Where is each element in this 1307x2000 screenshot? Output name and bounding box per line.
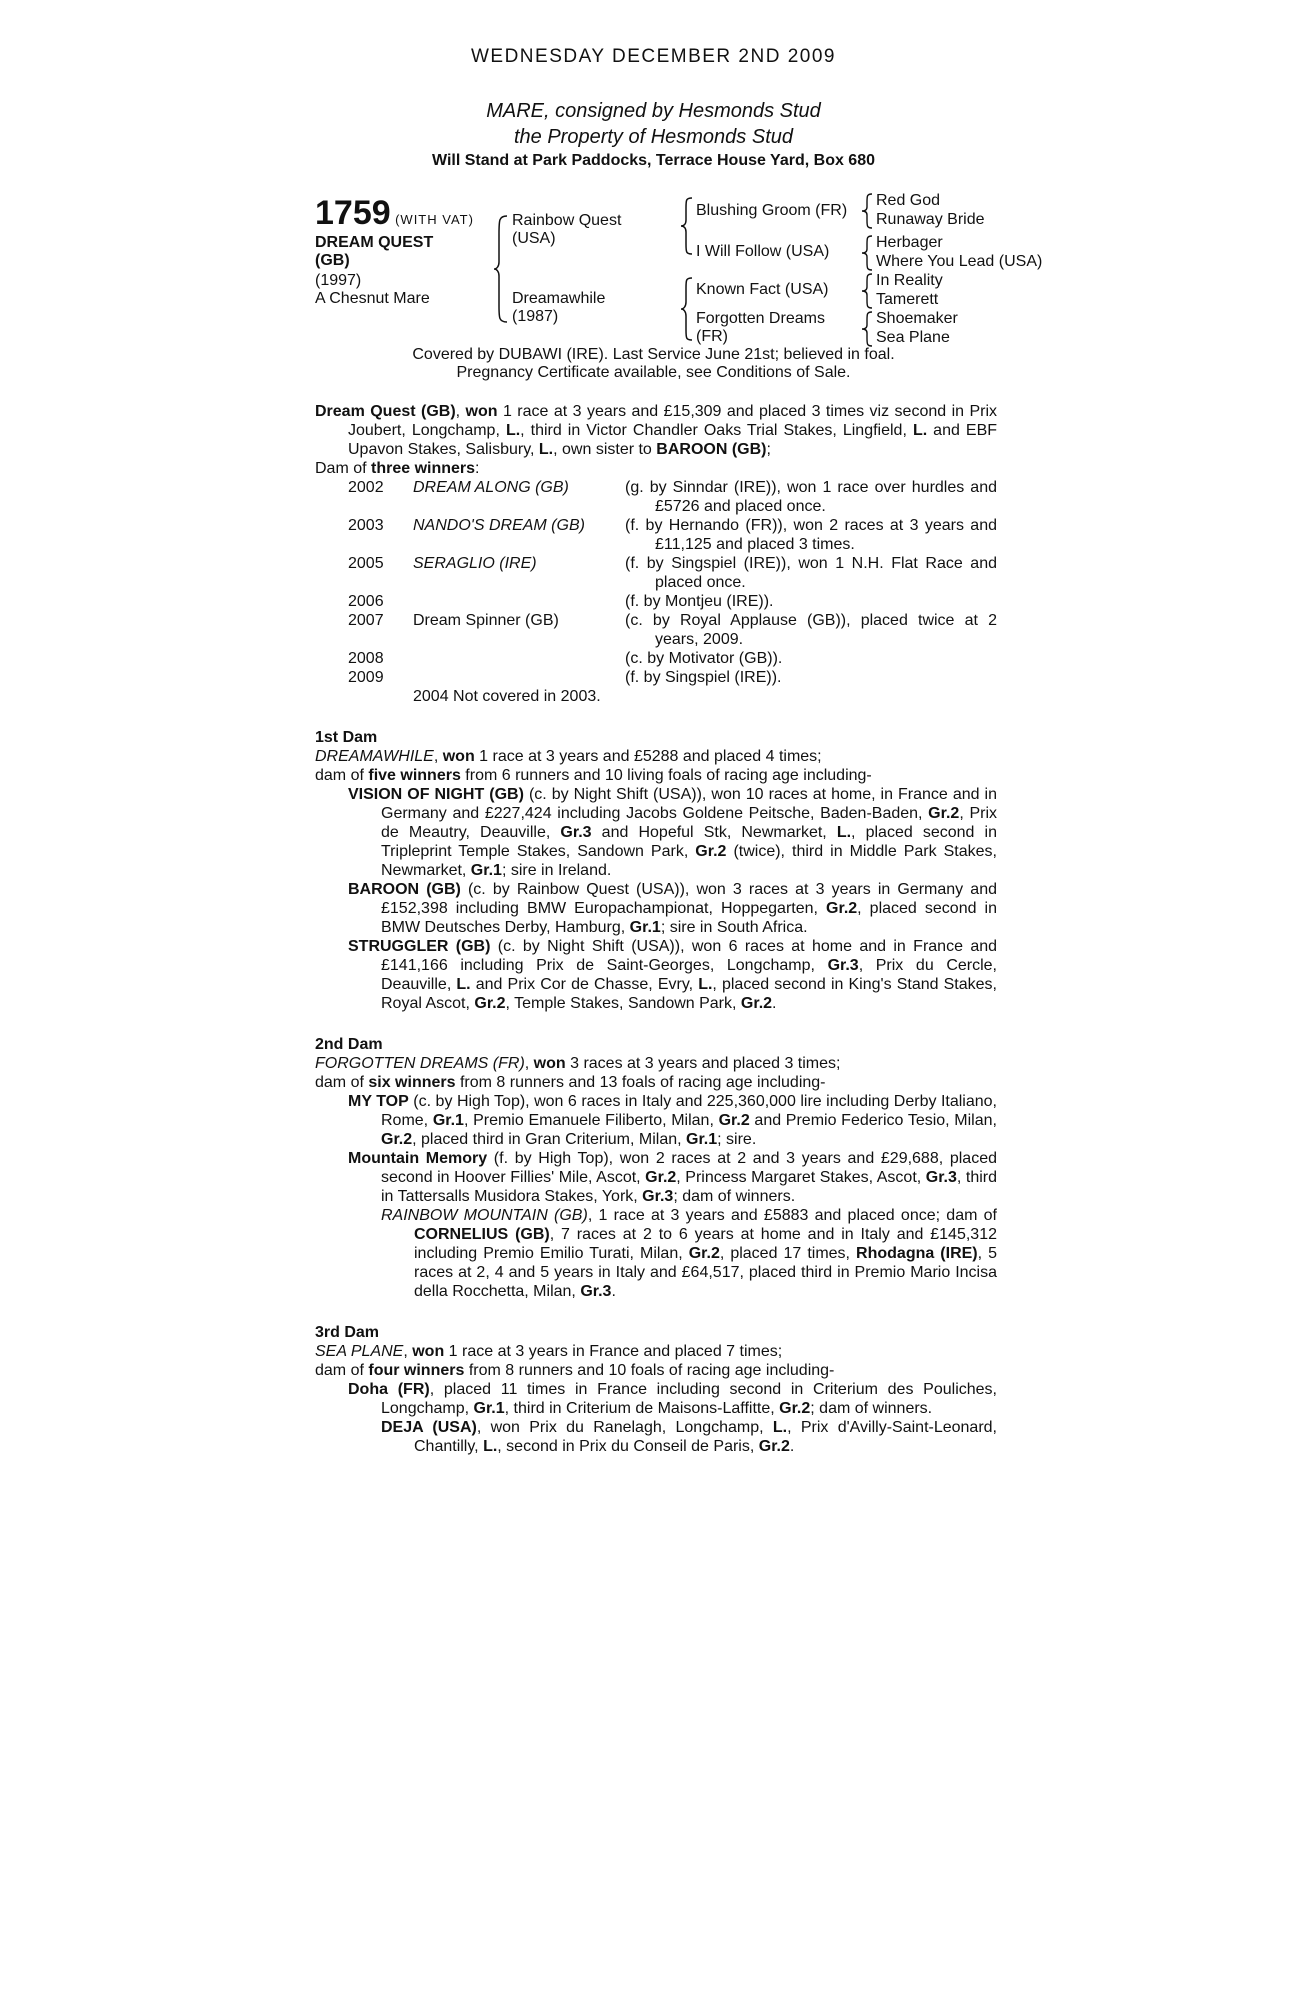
dam-dam-country: (FR) bbox=[696, 328, 728, 345]
pedigree-brace-main bbox=[493, 214, 511, 324]
grade-mark: Gr.3 bbox=[827, 957, 859, 974]
produce-name: NANDO'S DREAM (GB) bbox=[413, 517, 585, 534]
dam2-progeny-1 bbox=[315, 1092, 997, 1149]
progeny-text: ; sire in Ireland. bbox=[501, 862, 612, 879]
progeny-text: , 1 race at 3 years and £5883 and placed once; dam of bbox=[587, 1207, 997, 1224]
produce-row bbox=[348, 611, 997, 649]
dam-sire: Known Fact (USA) bbox=[696, 281, 829, 298]
progeny-text: , placed 17 times, bbox=[719, 1245, 857, 1262]
progeny-name: BAROON (GB) bbox=[348, 881, 461, 898]
dam-of-label: dam of bbox=[315, 1362, 369, 1379]
property-line: the Property of Hesmonds Stud bbox=[513, 126, 794, 148]
progeny-text: . bbox=[611, 1283, 616, 1300]
grade-mark: Gr.2 bbox=[928, 805, 960, 822]
dam3-progeny-1 bbox=[315, 1380, 997, 1418]
produce-year: 2002 bbox=[348, 479, 384, 496]
listed-mark: L. bbox=[538, 441, 554, 458]
produce-desc: (f. by Hernando (FR)), won 2 races at 3 years and £11,125 and placed 3 times. bbox=[625, 517, 997, 553]
progeny-name: STRUGGLER (GB) bbox=[348, 938, 491, 955]
ss-dam: Runaway Bride bbox=[876, 211, 985, 228]
progeny-text: , Prix d'Avilly-Saint-Leonard, Chantilly, bbox=[414, 1419, 998, 1455]
progeny-name: Rhodagna (IRE) bbox=[856, 1245, 978, 1262]
progeny-name: CORNELIUS (GB) bbox=[414, 1226, 550, 1243]
progeny-text: (c. by Night Shift (USA)), won 10 races at home, in France and in Germany and £227,424 including Jacobs Goldene Peitsche, Baden-Baden, bbox=[381, 786, 998, 822]
progeny-name: RAINBOW MOUNTAIN (GB) bbox=[381, 1207, 588, 1224]
grade-mark: Gr.1 bbox=[432, 1112, 464, 1129]
grade-mark: Gr.2 bbox=[688, 1245, 720, 1262]
brace-ss bbox=[860, 192, 874, 230]
grade-mark: Gr.3 bbox=[580, 1283, 612, 1300]
progeny-text: (f. by High Top), won 2 races at 2 and 3 years and £29,688, placed second in Hoover Fillies' Mile, Ascot, bbox=[381, 1150, 997, 1186]
sire-name: Rainbow Quest bbox=[512, 212, 622, 229]
progeny-name: Doha (FR) bbox=[348, 1381, 430, 1398]
listed-mark: L. bbox=[912, 422, 928, 439]
won-label: won bbox=[412, 1343, 445, 1360]
dam1-progeny-2 bbox=[315, 880, 997, 937]
produce-year: 2003 bbox=[348, 517, 384, 534]
pedigree-brace-dam bbox=[680, 276, 694, 342]
produce-year: 2006 bbox=[348, 593, 384, 610]
winner-count: four winners bbox=[368, 1362, 465, 1379]
dam3-heading: 3rd Dam bbox=[315, 1324, 380, 1341]
grade-mark: Gr.2 bbox=[758, 1438, 790, 1455]
dam1-progeny-1 bbox=[315, 785, 997, 880]
dam-of-line bbox=[315, 459, 997, 478]
dd-dam: Sea Plane bbox=[876, 329, 950, 346]
progeny-text: , 7 races at 2 to 6 years at home and in Italy and £145,312 including Premio Emilio Turati, Milan, bbox=[414, 1226, 997, 1262]
grade-mark: Gr.3 bbox=[642, 1188, 674, 1205]
produce-row bbox=[348, 554, 997, 592]
ds-dam: Tamerett bbox=[876, 291, 939, 308]
progeny-text: , second in Prix du Conseil de Paris, bbox=[497, 1438, 759, 1455]
dam-name: Dreamawhile bbox=[512, 290, 606, 307]
progeny-text: and Hopeful Stk, Newmarket, bbox=[591, 824, 837, 841]
catalogue-body bbox=[315, 402, 997, 1456]
lot-description: A Chesnut Mare bbox=[315, 290, 430, 307]
grade-mark: Gr.2 bbox=[740, 995, 773, 1012]
dam-of-label: dam of bbox=[315, 1074, 369, 1091]
progeny-text: , placed 11 times in France including second in Criterium des Pouliches, Longchamp, bbox=[381, 1381, 997, 1417]
dam2-text: 3 races at 3 years and placed 3 times; bbox=[565, 1055, 841, 1072]
produce-desc: (f. by Montjeu (IRE)). bbox=[625, 593, 774, 610]
grade-mark: Gr.1 bbox=[470, 862, 502, 879]
produce-row bbox=[348, 668, 997, 687]
grade-mark: Gr.2 bbox=[718, 1112, 750, 1129]
dd-sire: Shoemaker bbox=[876, 310, 958, 327]
listed-mark: L. bbox=[505, 422, 521, 439]
progeny-name: DEJA (USA) bbox=[381, 1419, 477, 1436]
grade-mark: Gr.2 bbox=[779, 1400, 811, 1417]
progeny-text: (twice), third in Middle Park Stakes, Newmarket, bbox=[381, 843, 997, 879]
covered-line: Covered by DUBAWI (IRE). Last Service June 21st; believed in foal. bbox=[412, 346, 895, 363]
intro-text: and EBF Upavon Stakes, Salisbury, bbox=[348, 422, 998, 458]
dam2-progeny-2 bbox=[315, 1149, 997, 1206]
won-label: won bbox=[465, 403, 498, 420]
sire-country: (USA) bbox=[512, 230, 556, 247]
progeny-name: MY TOP bbox=[348, 1093, 409, 1110]
progeny-text: and Prix Cor de Chasse, Evry, bbox=[470, 976, 699, 993]
winner-count: six winners bbox=[368, 1074, 456, 1091]
listed-mark: L. bbox=[698, 976, 713, 993]
ss-sire: Red God bbox=[876, 192, 941, 209]
not-covered-note: 2004 Not covered in 2003. bbox=[413, 688, 601, 705]
produce-name: Dream Spinner (GB) bbox=[413, 612, 559, 629]
progeny-text: ; dam of winners. bbox=[673, 1188, 796, 1205]
sire-sire: Blushing Groom (FR) bbox=[696, 202, 848, 219]
progeny-text: ; sire in South Africa. bbox=[660, 919, 808, 936]
produce-table bbox=[315, 478, 997, 706]
dam3-summary: SEA PLANE, won 1 race at 3 years in France and placed 7 times; bbox=[315, 1343, 783, 1360]
listed-mark: L. bbox=[483, 1438, 498, 1455]
grade-mark: Gr.2 bbox=[695, 843, 727, 860]
progeny-text: , Prix du Cercle, Deauville, bbox=[381, 957, 998, 993]
progeny-text: . bbox=[789, 1438, 795, 1455]
lot-country: (GB) bbox=[315, 252, 350, 269]
brace-sd bbox=[860, 234, 874, 272]
won-label: won bbox=[533, 1055, 566, 1072]
produce-year: 2008 bbox=[348, 650, 384, 667]
intro-text: , own sister to bbox=[553, 441, 657, 458]
produce-desc: (g. by Sinndar (IRE)), won 1 race over hurdles and £5726 and placed once. bbox=[625, 479, 997, 515]
progeny-text: , Prix de Meautry, Deauville, bbox=[381, 805, 997, 841]
progeny-text: (c. by Rainbow Quest (USA)), won 3 races at 3 years in Germany and £152,398 including BMW Europachampionat, Hoppegarten, bbox=[381, 881, 997, 917]
dam-year: (1987) bbox=[512, 308, 559, 325]
intro-paragraph: Dream Quest (GB), won 1 race at 3 years and £15,309 and placed 3 times viz second in Prix Joubert, Longchamp, L., third in Victor Chandler Oaks Trial Stakes, Lingfield, L. and EBF Upavon Stakes, Salisbury, L., own sister to BAROON (GB); bbox=[315, 403, 998, 458]
intro-text: , third in Victor Chandler Oaks Trial Stakes, Lingfield, bbox=[520, 422, 913, 439]
progeny-text: , Princess Margaret Stakes, Ascot, bbox=[676, 1169, 926, 1186]
grade-mark: Gr.1 bbox=[686, 1131, 718, 1148]
dam-of-label: Dam of bbox=[315, 460, 372, 477]
sibling-name: BAROON (GB) bbox=[656, 441, 767, 458]
dam-dam: Forgotten Dreams bbox=[696, 310, 825, 327]
dam2-summary: FORGOTTEN DREAMS (FR), won 3 races at 3 years and placed 3 times; bbox=[315, 1055, 841, 1072]
listed-mark: L. bbox=[772, 1419, 788, 1436]
dam2-name: FORGOTTEN DREAMS (FR) bbox=[315, 1055, 525, 1072]
dam3-name: SEA PLANE bbox=[315, 1343, 404, 1360]
progeny-text: , Temple Stakes, Sandown Park, bbox=[505, 995, 741, 1012]
brace-dd bbox=[860, 310, 874, 348]
progeny-text: ; sire. bbox=[717, 1131, 757, 1148]
winner-count: three winners bbox=[371, 460, 476, 477]
brace-ds bbox=[860, 272, 874, 310]
produce-name: SERAGLIO (IRE) bbox=[413, 555, 537, 572]
progeny-text: (c. by High Top), won 6 races in Italy and 225,360,000 lire including Derby Italiano, Rome, bbox=[381, 1093, 998, 1129]
vat-label: (WITH VAT) bbox=[395, 212, 474, 227]
colon: : bbox=[475, 460, 480, 477]
progeny-text: . bbox=[772, 995, 777, 1012]
produce-row bbox=[348, 592, 997, 611]
produce-desc: (f. by Singspiel (IRE)), won 1 N.H. Flat Race and placed once. bbox=[625, 555, 997, 591]
sd-sire: Herbager bbox=[876, 234, 943, 251]
grade-mark: Gr.2 bbox=[381, 1131, 413, 1148]
progeny-text: , third in Tattersalls Musidora Stakes, York, bbox=[381, 1169, 997, 1205]
dam1-rest: from 6 runners and 10 living foals of racing age including- bbox=[460, 767, 872, 784]
progeny-text: ; dam of winners. bbox=[810, 1400, 933, 1417]
intro-text: 1 race at 3 years and £15,309 and placed 3 times viz second in Prix Joubert, Longchamp, bbox=[348, 403, 997, 439]
grade-mark: Gr.2 bbox=[645, 1169, 677, 1186]
horse-name: Dream Quest (GB) bbox=[315, 403, 456, 420]
progeny-text: , won Prix du Ranelagh, Longchamp, bbox=[476, 1419, 773, 1436]
dam1-dam-of bbox=[315, 766, 997, 785]
lot-info bbox=[315, 194, 474, 233]
produce-desc: (f. by Singspiel (IRE)). bbox=[625, 669, 782, 686]
produce-year: 2005 bbox=[348, 555, 384, 572]
produce-row bbox=[348, 516, 997, 554]
grade-mark: Gr.1 bbox=[473, 1400, 505, 1417]
won-label: won bbox=[442, 748, 475, 765]
lot-name: DREAM QUEST bbox=[315, 234, 434, 251]
dam2-progeny-3 bbox=[315, 1206, 997, 1301]
grade-mark: Gr.3 bbox=[925, 1169, 957, 1186]
dam3-progeny-2 bbox=[315, 1418, 997, 1456]
dam-of-label: dam of bbox=[315, 767, 369, 784]
produce-row bbox=[348, 649, 997, 668]
sire-dam: I Will Follow (USA) bbox=[696, 243, 830, 260]
produce-desc: (c. by Royal Applause (GB)), placed twice at 2 years, 2009. bbox=[625, 612, 997, 648]
produce-name bbox=[413, 649, 625, 668]
dam3-rest: from 8 runners and 10 foals of racing age including- bbox=[464, 1362, 835, 1379]
grade-mark: Gr.2 bbox=[474, 995, 506, 1012]
grade-mark: Gr.3 bbox=[560, 824, 592, 841]
dam1-progeny-3 bbox=[315, 937, 997, 1013]
dam1-name: DREAMAWHILE bbox=[315, 748, 434, 765]
progeny-name: Mountain Memory bbox=[348, 1150, 488, 1167]
progeny-text: , 5 races at 2, 4 and 5 years in Italy and £64,517, placed third in Premio Mario Incisa della Rocchetta, Milan, bbox=[414, 1245, 998, 1300]
winner-count: five winners bbox=[368, 767, 461, 784]
dam2-rest: from 8 runners and 13 foals of racing age including- bbox=[455, 1074, 826, 1091]
dam1-summary: DREAMAWHILE, won 1 race at 3 years and £5288 and placed 4 times; bbox=[315, 748, 822, 765]
progeny-text: , placed second in Tripleprint Temple Stakes, Sandown Park, bbox=[381, 824, 997, 860]
dam1-text: 1 race at 3 years and £5288 and placed 4 times; bbox=[474, 748, 822, 765]
pedigree-brace-sire bbox=[680, 196, 694, 256]
progeny-name: VISION OF NIGHT (GB) bbox=[348, 786, 524, 803]
lot-number: 1759 bbox=[315, 194, 391, 232]
sd-dam: Where You Lead (USA) bbox=[876, 253, 1043, 270]
progeny-text: (c. by Night Shift (USA)), won 6 races at home and in France and £141,166 including Prix de Saint-Georges, Longchamp, bbox=[381, 938, 998, 974]
stand-line: Will Stand at Park Paddocks, Terrace House Yard, Box 680 bbox=[432, 152, 875, 169]
produce-name: DREAM ALONG (GB) bbox=[413, 479, 569, 496]
dam2-dam-of bbox=[315, 1073, 997, 1092]
lot-year: (1997) bbox=[315, 272, 362, 289]
grade-mark: Gr.1 bbox=[629, 919, 661, 936]
progeny-text: , Premio Emanuele Filiberto, Milan, bbox=[463, 1112, 719, 1129]
grade-mark: Gr.2 bbox=[826, 900, 858, 917]
produce-year: 2007 bbox=[348, 612, 384, 629]
progeny-text: , third in Criterium de Maisons-Laffitte, bbox=[504, 1400, 780, 1417]
dam2-heading: 2nd Dam bbox=[315, 1036, 383, 1053]
produce-row bbox=[348, 478, 997, 516]
pregnancy-line: Pregnancy Certificate available, see Conditions of Sale. bbox=[456, 364, 851, 381]
sale-date: WEDNESDAY DECEMBER 2ND 2009 bbox=[470, 46, 836, 67]
produce-desc: (c. by Motivator (GB)). bbox=[625, 650, 783, 667]
consignor-line: MARE, consigned by Hesmonds Stud bbox=[486, 100, 821, 122]
listed-mark: L. bbox=[836, 824, 852, 841]
produce-name bbox=[413, 592, 625, 611]
produce-name bbox=[413, 668, 625, 687]
progeny-text: , placed second in BMW Deutsches Derby, Hamburg, bbox=[381, 900, 997, 936]
ds-sire: In Reality bbox=[876, 272, 943, 289]
dam3-text: 1 race at 3 years in France and placed 7 times; bbox=[444, 1343, 783, 1360]
intro-text: ; bbox=[766, 441, 771, 458]
progeny-text: , placed third in Gran Criterium, Milan, bbox=[412, 1131, 687, 1148]
listed-mark: L. bbox=[456, 976, 471, 993]
dam1-heading: 1st Dam bbox=[315, 729, 378, 746]
progeny-text: and Premio Federico Tesio, Milan, bbox=[749, 1112, 997, 1129]
produce-year: 2009 bbox=[348, 669, 384, 686]
progeny-text: , placed second in King's Stand Stakes, Royal Ascot, bbox=[381, 976, 997, 1012]
dam3-dam-of bbox=[315, 1361, 997, 1380]
